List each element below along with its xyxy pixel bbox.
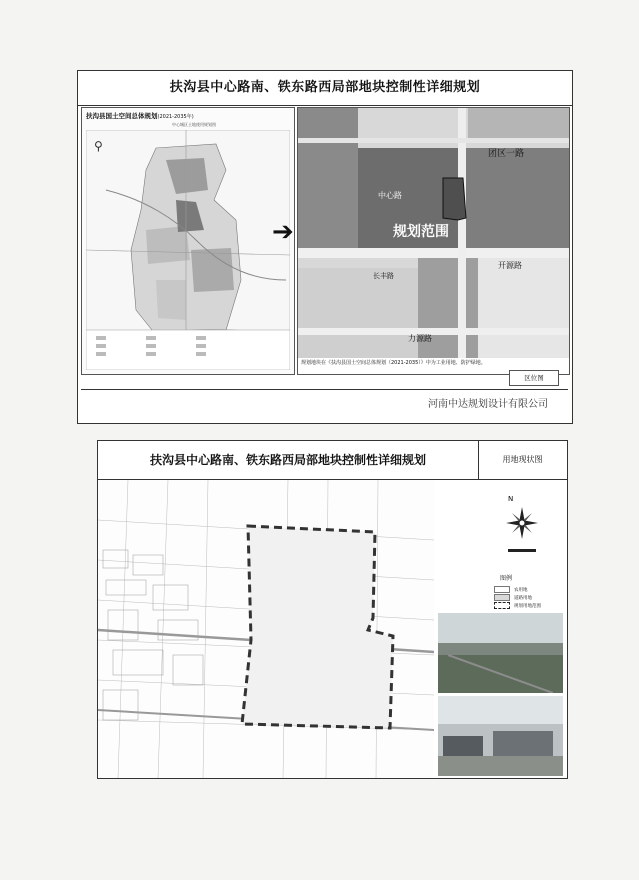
north-label: N: [508, 495, 514, 503]
master-plan-subtitle: 中心城区土地使用规划图: [172, 122, 216, 127]
zoomed-location-panel: [297, 107, 570, 382]
arrow-right-icon: ➔: [272, 217, 294, 247]
road-label-r2: 中心路: [378, 191, 402, 200]
legend-item: 规划用地范围: [494, 602, 541, 609]
site-photo-buildings: [438, 696, 563, 776]
road-label-r1: 团区一路: [488, 149, 525, 159]
legend-swatch: [494, 586, 510, 593]
location-map-label: 区位图: [509, 370, 559, 386]
legend-title: 图例: [500, 575, 513, 582]
aerial-map: [298, 108, 569, 358]
master-plan-title: 扶沟县国土空间总体规划(2021-2035年): [86, 112, 194, 120]
zoning-caption: 规划地块在《扶沟县国土空间总体规划（2021-2035）》中为工业用地、防护绿地。: [301, 360, 486, 366]
master-plan-panel: [81, 107, 295, 375]
road-label-r3: 开源路: [498, 261, 522, 270]
legend-item: 道路用地: [494, 594, 532, 601]
legend-item: 农用地: [494, 586, 528, 593]
road-label-r4: 长丰路: [373, 272, 394, 280]
sheet-footer: [81, 389, 568, 412]
current-land-use-sheet: [97, 440, 568, 779]
company-name: 河南中达规划设计有限公司: [428, 399, 548, 410]
planning-site-boundary: [242, 526, 393, 728]
master-plan-map: [86, 130, 290, 370]
sheet-title: 扶沟县中心路南、铁东路西局部地块控制性详细规划: [98, 441, 479, 480]
location-map-sheet: [77, 70, 573, 424]
road-label-r5: 力源路: [408, 334, 432, 343]
compass-icon: ⚲: [94, 139, 103, 153]
north-arrow-icon: [502, 491, 542, 561]
cadastral-map: [98, 480, 434, 778]
land-use-map-label: 用地现状图: [478, 441, 567, 480]
site-label: 规划范围: [393, 224, 449, 240]
planning-site-outline: [443, 178, 466, 220]
site-photo-aerial: [438, 613, 563, 693]
sheet-title: 扶沟县中心路南、铁东路西局部地块控制性详细规划: [78, 71, 572, 106]
legend-swatch: [494, 602, 510, 609]
legend-swatch: [494, 594, 510, 601]
